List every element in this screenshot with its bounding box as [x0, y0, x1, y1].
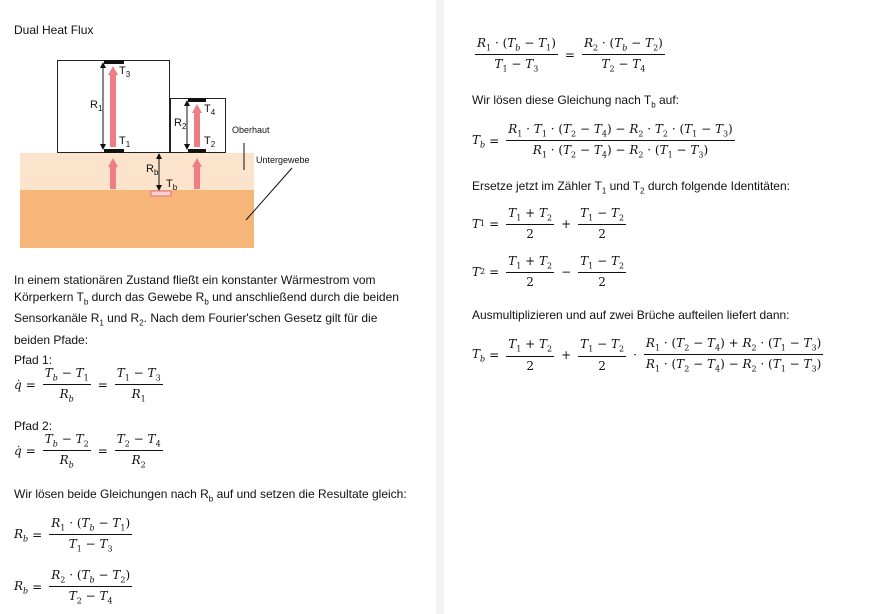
equation-tb: $T_b$ = $\frac{R_1 \cdot T_1 \cdot (T_2 - T_4) - R_2 \cdot T_2 \cdot (T_1 - T_3)}{R_1 \cdot (T_2 - T_4) - R_2 \cdot (T_1 - T_3)}$: [472, 122, 733, 160]
intro-paragraph: In einem stationären Zustand fließt ein konstanter Wärmestrom vom Körperkern $T_b$ durch das Gewebe $R_b$ und anschließend durch die beiden Sensorkanäle $R_1$ und $R_2$. Nach dem Fourier'schen Gesetz gilt für die beiden Pfade:: [14, 273, 399, 348]
right-column: [444, 0, 880, 614]
r1-label: $R_1$: [90, 99, 103, 114]
equation-equal-rb: $\frac{R_1 \cdot (T_b - T_1)}{T_1 - T_3}$ = $\frac{R_2 \cdot (T_b - T_2)}{T_2 - T_4}$: [477, 36, 663, 74]
rb-label: $R_b$: [146, 163, 159, 178]
equation-rb-2: $R_b$ = $\frac{R_2 \cdot (T_b - T_2)}{T_2 - T_4}$: [14, 568, 131, 606]
untergewebe-label: Untergewebe: [256, 155, 310, 165]
identity-t2: T 2 = $\frac{T_1 + T_2}{2}$ − $\frac{T_1 - T_2}{2}$: [472, 254, 625, 290]
replace-text: Ersetze jetzt im Zähler $T_1$ und $T_2$ durch folgende Identitäten:: [472, 179, 790, 196]
equation-pfad1: q̇ = $\frac{T_b - T_1}{R_b}$ = $\frac{T_1 - T_3}{R_1}$: [14, 366, 161, 404]
oberhaut-label: Oberhaut: [232, 125, 270, 135]
t3-label: $T_3$: [119, 65, 131, 80]
solve-tb-text: Wir lösen diese Gleichung nach $T_b$ auf:: [472, 93, 680, 110]
t2-label: $T_2$: [204, 135, 216, 150]
identity-t1: T 1 = $\frac{T_1 + T_2}{2}$ + $\frac{T_1 - T_2}{2}$: [472, 206, 625, 242]
solve-rb-text: Wir lösen beide Gleichungen nach $R_b$ auf und setzen die Resultate gleich:: [14, 487, 407, 504]
left-column: [0, 0, 436, 614]
tb-label: $T_b$: [166, 178, 178, 193]
heat-flux-diagram: [20, 55, 320, 250]
resistance-dimension-lines: [20, 55, 320, 250]
equation-pfad2: q̇ = $\frac{T_b - T_2}{R_b}$ = $\frac{T_2 - T_4}{R_2}$: [14, 432, 161, 470]
t4-label: $T_4$: [204, 103, 216, 118]
equation-tb-final: $T_b$ = $\frac{T_1 + T_2}{2}$ + $\frac{T_1 - T_2}{2}$ · $\frac{R_1 \cdot (T_2 - T_4) + R_2 \cdot (T_1 - T_3)}{R_1 \cdot (T_2 - T_4) - R_2 \cdot (T_1 - T_3)}$: [472, 336, 822, 374]
page-title: Dual Heat Flux: [14, 23, 94, 37]
r2-label: $R_2$: [174, 117, 187, 132]
multiply-text: Ausmultiplizieren und auf zwei Brüche aufteilen liefert dann:: [472, 308, 790, 322]
pfad2-heading: Pfad 2:: [14, 419, 53, 433]
equation-rb-1: $R_b$ = $\frac{R_1 \cdot (T_b - T_1)}{T_1 - T_3}$: [14, 516, 131, 554]
pfad1-heading: Pfad 1:: [14, 353, 53, 367]
t1-label: $T_1$: [119, 135, 131, 150]
